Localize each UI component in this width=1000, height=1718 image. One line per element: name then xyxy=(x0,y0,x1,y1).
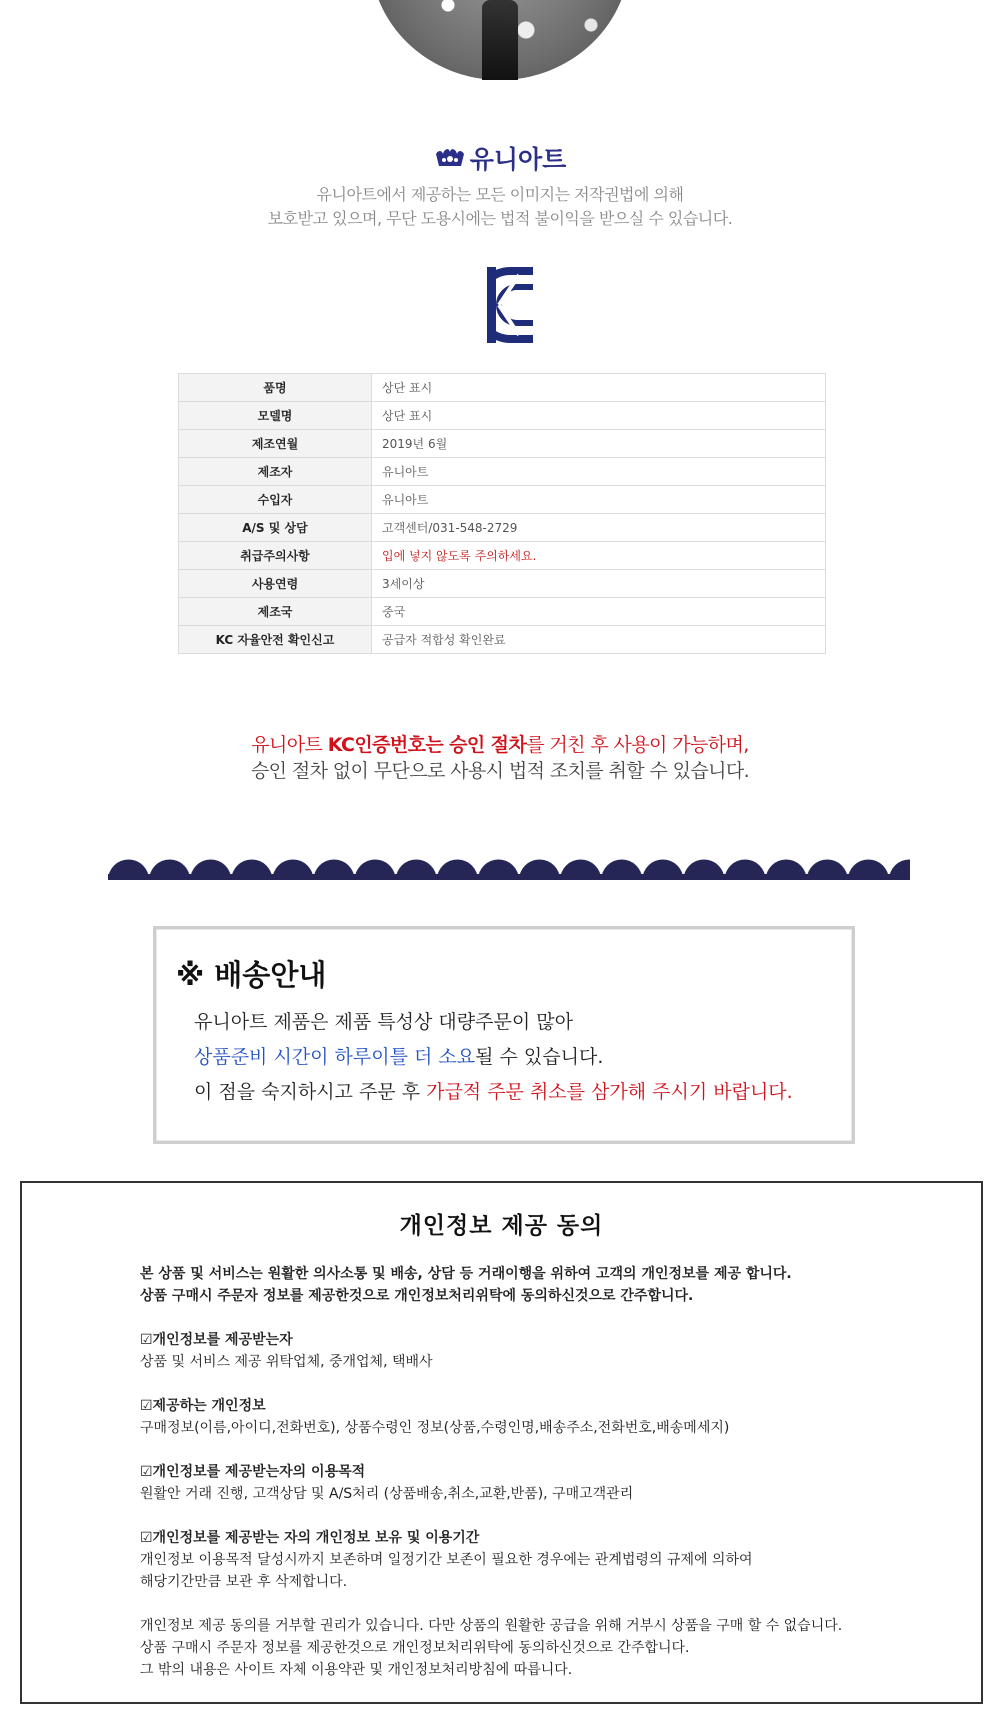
row-key: 수입자 xyxy=(179,486,372,514)
row-key: 제조연월 xyxy=(179,430,372,458)
table-row xyxy=(179,514,826,542)
privacy-section-text: 원활안 거래 진행, 고객상담 및 A/S처리 (상품배송,취소,교환,반품), 구매고객관리 xyxy=(140,1486,634,1502)
row-value: 2019년 6월 xyxy=(372,430,826,458)
row-value-warning: 입에 넣지 않도록 주의하세요. xyxy=(372,542,826,570)
table-row xyxy=(179,570,826,598)
shipping-emphasis-blue: 상품준비 시간이 하루이틀 더 소요 xyxy=(194,1046,476,1068)
shipping-notice-box xyxy=(153,926,855,1144)
shipping-emphasis-red: 가급적 주문 취소를 삼가해 주시기 바랍니다. xyxy=(426,1081,793,1103)
privacy-body xyxy=(140,1263,842,1681)
row-value: 상단 표시 xyxy=(372,374,826,402)
row-key: 취급주의사항 xyxy=(179,542,372,570)
privacy-section-text: 해당기간만큼 보관 후 삭제합니다. xyxy=(140,1574,348,1590)
row-value: 고객센터/031-548-2729 xyxy=(372,514,826,542)
table-row xyxy=(179,598,826,626)
privacy-section-text: 상품 및 서비스 제공 위탁업체, 중개업체, 택배사 xyxy=(140,1354,433,1370)
shipping-line xyxy=(194,1075,793,1110)
row-key: 제조자 xyxy=(179,458,372,486)
privacy-title: 개인정보 제공 동의 xyxy=(399,1213,604,1239)
privacy-footer-text: 개인정보 제공 동의를 거부할 권리가 있습니다. 다만 상품의 원활한 공급을 위해 거부시 상품을 구매 할 수 없습니다. xyxy=(140,1618,843,1634)
copyright-line: 유니아트에서 제공하는 모든 이미지는 저작권법에 의해 xyxy=(316,185,684,204)
kc-usage-notice xyxy=(0,732,1000,784)
row-key: KC 자율안전 확인신고 xyxy=(179,626,372,654)
row-value: 유니아트 xyxy=(372,458,826,486)
notice-emphasis: KC인증번호는 승인 절차 xyxy=(327,734,527,756)
notice-text: 를 거친 후 사용이 가능하며, xyxy=(526,734,749,756)
shipping-title: ※ 배송안내 xyxy=(176,958,327,992)
row-value: 3세이상 xyxy=(372,570,826,598)
notice-line-2: 승인 절차 없이 무단으로 사용시 법적 조치를 취할 수 있습니다. xyxy=(250,760,750,782)
notice-line-1 xyxy=(0,732,1000,758)
table-row xyxy=(179,430,826,458)
crown-icon xyxy=(434,146,466,170)
privacy-section-text: 개인정보 이용목적 달성시까지 보존하며 일정기간 보존이 필요한 경우에는 관계법령의 규제에 의하여 xyxy=(140,1552,753,1568)
table-row xyxy=(179,374,826,402)
row-value: 공급자 적합성 확인완료 xyxy=(372,626,826,654)
table-row xyxy=(179,458,826,486)
shipping-text: 될 수 있습니다. xyxy=(475,1046,604,1068)
privacy-section-heading: ☑제공하는 개인정보 xyxy=(140,1398,266,1414)
brand-header xyxy=(0,140,1000,176)
table-row xyxy=(179,486,826,514)
privacy-section-heading: ☑개인정보를 제공받는자 xyxy=(140,1332,293,1348)
copyright-line: 보호받고 있으며, 무단 도용시에는 법적 불이익을 받으실 수 있습니다. xyxy=(267,209,733,228)
privacy-intro: 상품 구매시 주문자 정보를 제공한것으로 개인정보처리위탁에 동의하신것으로 간주합니다. xyxy=(140,1288,694,1304)
product-info-table xyxy=(178,373,826,654)
row-value: 상단 표시 xyxy=(372,402,826,430)
brand-name: 유니아트 xyxy=(469,145,567,174)
kc-certification-icon xyxy=(487,267,533,343)
table-row xyxy=(179,402,826,430)
privacy-section-text: 구매정보(이름,아이디,전화번호), 상품수령인 정보(상품,수령인명,배송주소,전화번호,배송메세지) xyxy=(140,1420,730,1436)
privacy-footer-text: 그 밖의 내용은 사이트 자체 이용약관 및 개인정보처리방침에 따릅니다. xyxy=(140,1662,573,1678)
notice-text: 유니아트 xyxy=(251,734,328,756)
product-photo xyxy=(370,0,630,80)
table-row xyxy=(179,626,826,654)
scallop-divider xyxy=(108,858,910,880)
row-key: 제조국 xyxy=(179,598,372,626)
privacy-consent-box xyxy=(20,1181,983,1704)
shipping-line xyxy=(194,1040,793,1075)
copyright-notice xyxy=(0,183,1000,231)
row-key: A/S 및 상담 xyxy=(179,514,372,542)
privacy-intro: 본 상품 및 서비스는 원활한 의사소통 및 배송, 상담 등 거래이행을 위하여 고객의 개인정보를 제공 합니다. xyxy=(140,1266,792,1282)
row-key: 사용연령 xyxy=(179,570,372,598)
brand-logo xyxy=(434,140,567,176)
privacy-section-heading: ☑개인정보를 제공받는자의 이용목적 xyxy=(140,1464,366,1480)
privacy-footer-text: 상품 구매시 주문자 정보를 제공한것으로 개인정보처리위탁에 동의하신것으로 간주합니다. xyxy=(140,1640,690,1656)
shipping-line: 유니아트 제품은 제품 특성상 대량주문이 많아 xyxy=(194,1011,573,1033)
row-value: 유니아트 xyxy=(372,486,826,514)
privacy-section-heading: ☑개인정보를 제공받는 자의 개인정보 보유 및 이용기간 xyxy=(140,1530,480,1546)
shipping-text: 이 점을 숙지하시고 주문 후 xyxy=(194,1081,427,1103)
row-key: 품명 xyxy=(179,374,372,402)
row-key: 모델명 xyxy=(179,402,372,430)
shipping-body xyxy=(194,1005,793,1110)
row-value: 중국 xyxy=(372,598,826,626)
table-row xyxy=(179,542,826,570)
